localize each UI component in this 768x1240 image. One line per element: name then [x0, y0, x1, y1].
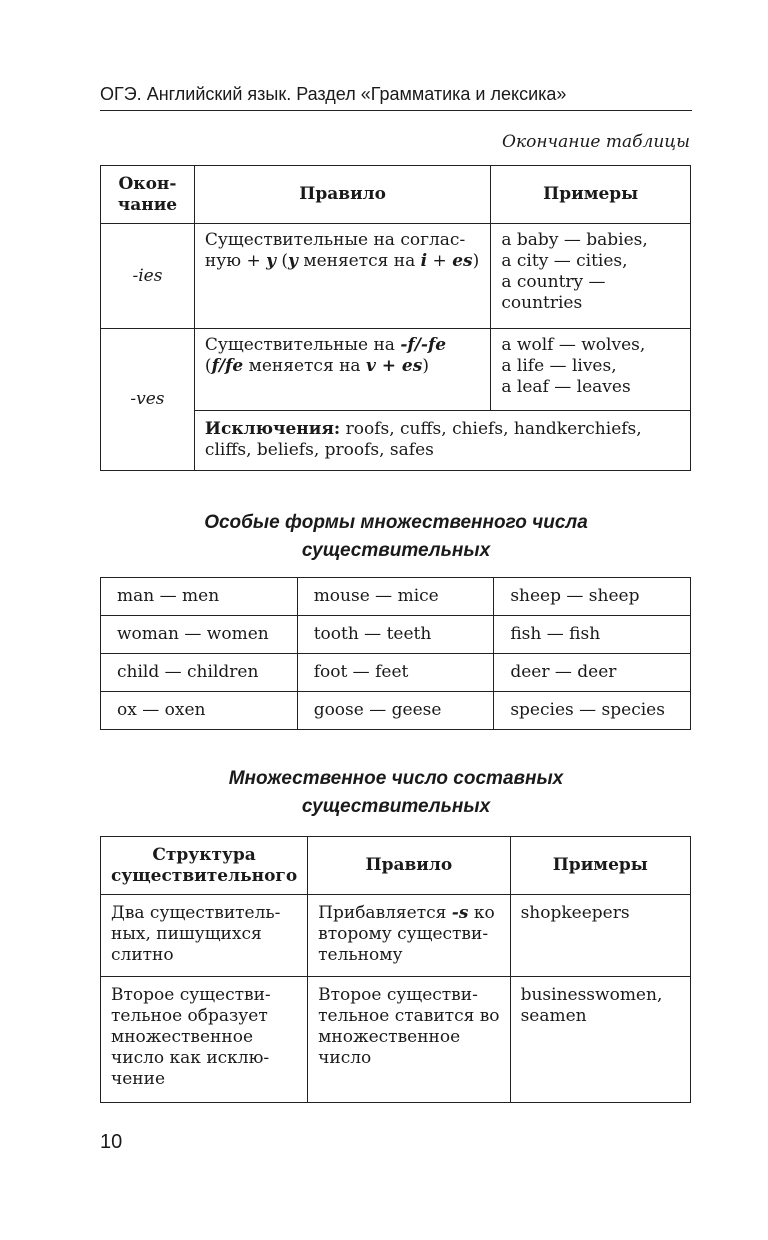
structure-closed-compound: Два существитель-ных, пишущихся слитно: [101, 895, 308, 977]
ending-ies: -ies: [101, 224, 195, 329]
table-cell: tooth — teeth: [297, 616, 494, 654]
table-cell: sheep — sheep: [494, 578, 691, 616]
table-cell: deer — deer: [494, 654, 691, 692]
special-forms-table: [100, 577, 691, 730]
table-row: [101, 692, 691, 730]
table-row: [101, 578, 691, 616]
column-header-examples: Примеры: [491, 166, 691, 224]
column-header-ending: Окон-чание: [101, 166, 195, 224]
ending-ves: -ves: [101, 329, 195, 471]
examples-ves: a wolf — wolves, a life — lives, a leaf — leaves: [491, 329, 691, 411]
section-title-compound: Множественное число составных существительных: [228, 768, 564, 817]
table-cell: man — men: [101, 578, 298, 616]
table-cell: mouse — mice: [297, 578, 494, 616]
rule-ies: Существительные на соглас-ную + y (y меняется на i + es): [194, 224, 490, 329]
table-cell: foot — feet: [297, 654, 494, 692]
examples-closed-compound: shopkeepers: [510, 895, 690, 977]
section-title-special-forms: Особые формы множественного числа существительных: [204, 512, 588, 561]
header-divider: [100, 110, 692, 111]
table-cell: woman — women: [101, 616, 298, 654]
structure-irregular-second: Второе существи-тельное образует множественное число как исклю-чение: [101, 977, 308, 1103]
compound-nouns-table: [100, 836, 691, 1103]
column-header-structure: Структура существительного: [101, 837, 308, 895]
exceptions-ves: Исключения: roofs, cuffs, chiefs, handkerchiefs, cliffs, beliefs, proofs, safes: [194, 411, 690, 471]
plural-endings-table: [100, 165, 691, 471]
table-cell: ox — oxen: [101, 692, 298, 730]
examples-irregular-second: businesswomen, seamen: [510, 977, 690, 1103]
table-cell: goose — geese: [297, 692, 494, 730]
table-cell: child — children: [101, 654, 298, 692]
examples-ies: a baby — babies, a city — cities, a country — countries: [491, 224, 691, 329]
rule-ves: Существительные на -f/-fe (f/fe меняется на v + es): [194, 329, 490, 411]
table-row: [101, 616, 691, 654]
rule-irregular-second: Второе существи-тельное ставится во множественное число: [308, 977, 510, 1103]
column-header-rule: Правило: [308, 837, 510, 895]
column-header-rule: Правило: [194, 166, 490, 224]
table-cell: fish — fish: [494, 616, 691, 654]
rule-closed-compound: Прибавляется -s ко второму существи-тельному: [308, 895, 510, 977]
table-cell: species — species: [494, 692, 691, 730]
table-row: [101, 654, 691, 692]
page-header: ОГЭ. Английский язык. Раздел «Грамматика и лексика»: [100, 84, 567, 104]
column-header-examples: Примеры: [510, 837, 690, 895]
page-number: 10: [100, 1131, 123, 1153]
table-continuation-note: Окончание таблицы: [502, 132, 690, 152]
